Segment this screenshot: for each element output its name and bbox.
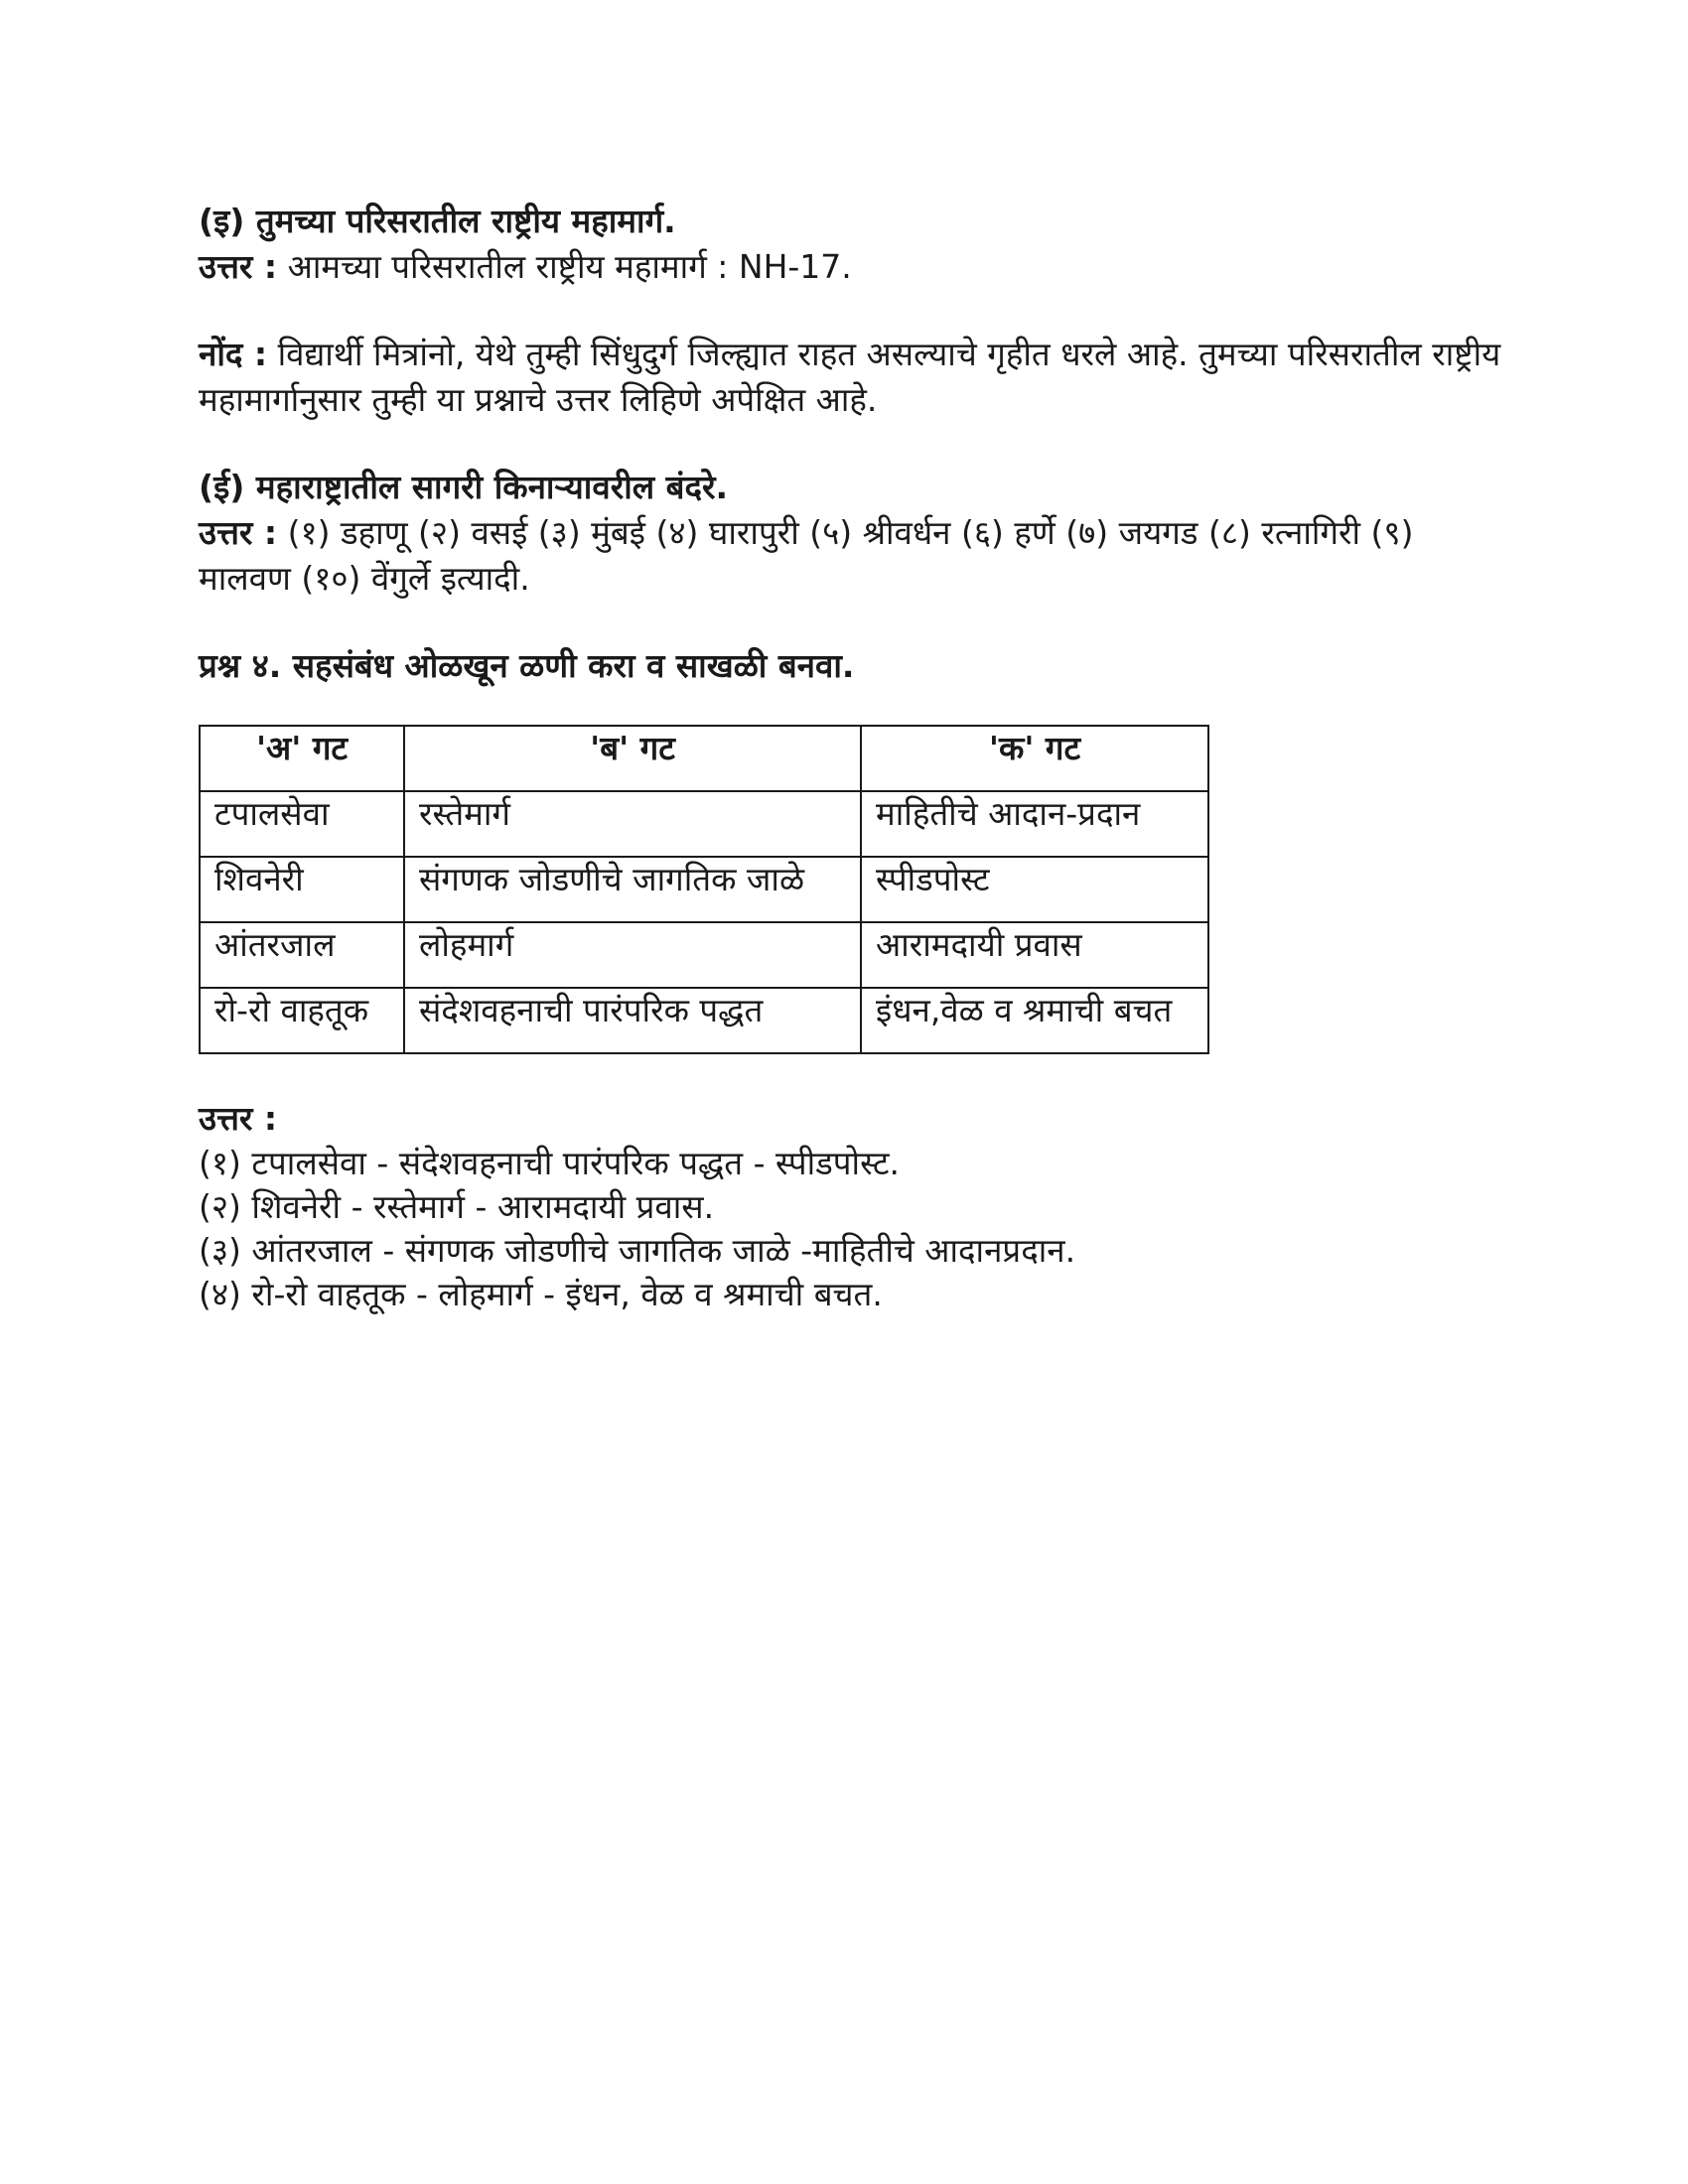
table-cell: संगणक जोडणीचे जागतिक जाळे <box>404 857 861 922</box>
answer-label: उत्तर : <box>199 1099 278 1138</box>
answers-block <box>199 1096 1509 1316</box>
table-cell: रस्तेमार्ग <box>404 791 861 857</box>
answer-label: उत्तर : <box>199 247 278 286</box>
table-cell: संदेशवहनाची पारंपरिक पद्धत <box>404 988 861 1053</box>
answer-e <box>199 244 1509 290</box>
note-paragraph <box>199 332 1509 423</box>
answer-ee <box>199 510 1509 602</box>
answer-item: (२) शिवनेरी - रस्तेमार्ग - आरामदायी प्रवास. <box>199 1187 715 1226</box>
column-header-b: 'ब' गट <box>404 726 861 791</box>
table-cell: लोहमार्ग <box>404 922 861 988</box>
table-cell: रो-रो वाहतूक <box>200 988 404 1053</box>
answer-item: (१) टपालसेवा - संदेशवहनाची पारंपरिक पद्धत - स्पीडपोस्ट. <box>199 1144 901 1182</box>
column-header-c: 'क' गट <box>861 726 1208 791</box>
table-cell: इंधन,वेळ व श्रमाची बचत <box>861 988 1208 1053</box>
answer-item: (३) आंतरजाल - संगणक जोडणीचे जागतिक जाळे -माहितीचे आदानप्रदान. <box>199 1231 1076 1270</box>
column-header-a: 'अ' गट <box>200 726 404 791</box>
answer-e-text: आमच्या परिसरातील राष्ट्रीय महामार्ग : NH-17. <box>277 247 852 286</box>
question-e-heading: (इ) तुमच्या परिसरातील राष्ट्रीय महामार्ग. <box>199 202 676 240</box>
table-cell: आंतरजाल <box>200 922 404 988</box>
table-cell: माहितीचे आदान-प्रदान <box>861 791 1208 857</box>
table-cell: आरामदायी प्रवास <box>861 922 1208 988</box>
answer-label: उत्तर : <box>199 513 278 552</box>
question-ee-heading: (ई) महाराष्ट्रातील सागरी किनाऱ्यावरील बंदरे. <box>199 468 729 506</box>
table-cell: स्पीडपोस्ट <box>861 857 1208 922</box>
note-text: विद्यार्थी मित्रांनो, येथे तुम्ही सिंधुदुर्ग जिल्ह्यात राहत असल्याचे गृहीत धरले आहे. तुमच्या परिसरातील राष्ट्रीय महामार्गानुसार तुम्ही या प्रश्नाचे उत्तर लिहिणे अपेक्षित आहे. <box>199 335 1501 419</box>
note-label: नोंद : <box>199 335 268 373</box>
answer-item: (४) रो-रो वाहतूक - लोहमार्ग - इंधन, वेळ व श्रमाची बचत. <box>199 1275 883 1313</box>
table-row <box>200 922 1208 988</box>
table-cell: शिवनेरी <box>200 857 404 922</box>
document-body <box>199 199 1509 1316</box>
table-row <box>200 857 1208 922</box>
table-row <box>200 988 1208 1053</box>
question-4-heading: प्रश्न ४. सहसंबंध ओळखून ळणी करा व साखळी बनवा. <box>199 646 855 685</box>
table-row <box>200 791 1208 857</box>
table-cell: टपालसेवा <box>200 791 404 857</box>
matching-table <box>199 725 1209 1054</box>
answer-ee-text: (१) डहाणू (२) वसई (३) मुंबई (४) घारापुरी (५) श्रीवर्धन (६) हर्णे (७) जयगड (८) रत्नागिरी (९) मालवण (१०) वेंगुर्ले इत्यादी. <box>199 513 1414 598</box>
table-header-row <box>200 726 1208 791</box>
